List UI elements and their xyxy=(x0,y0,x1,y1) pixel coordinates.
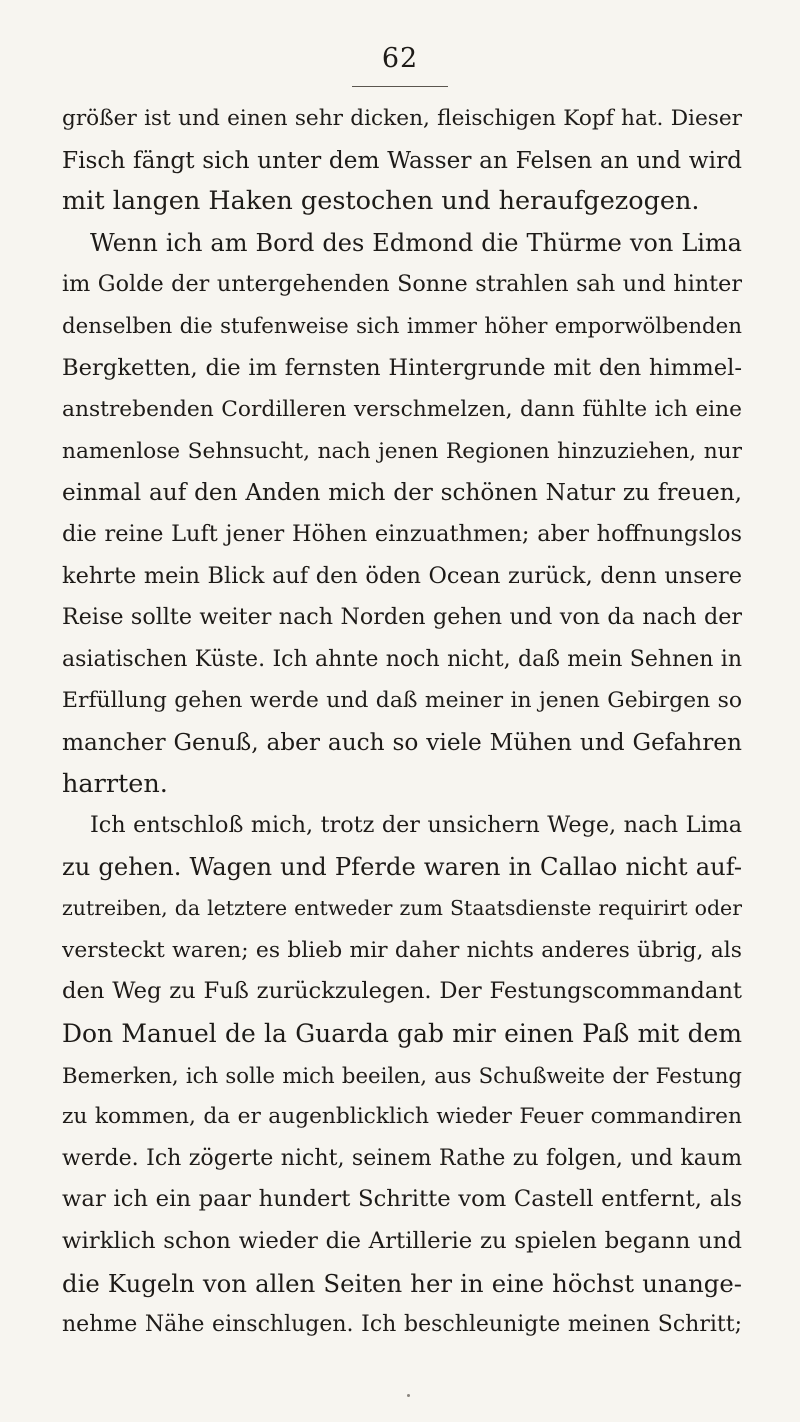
text-line: harrten. xyxy=(62,768,168,799)
text-line: namenlose Sehnsucht, nach jenen Regionen hinzuziehen, nur xyxy=(62,438,742,464)
text-line: asiatischen Küste. Ich ahnte noch nicht, daß mein Sehnen in xyxy=(62,646,742,672)
page-number: 62 xyxy=(381,43,419,74)
text-line: zu gehen. Wagen und Pferde waren in Callao nicht auf- xyxy=(62,852,742,881)
ink-speck xyxy=(407,1394,410,1397)
text-line: war ich ein paar hundert Schritte vom Castell entfernt, als xyxy=(62,1186,742,1213)
text-line: wirklich schon wieder die Artillerie zu spielen begann und xyxy=(62,1228,742,1255)
text-line: zutreiben, da letztere entweder zum Staatsdienste requirirt oder xyxy=(62,896,742,921)
text-line: die reine Luft jener Höhen einzuathmen; aber hoffnungslos xyxy=(62,520,742,547)
text-line: werde. Ich zögerte nicht, seinem Rathe zu folgen, und kaum xyxy=(62,1145,742,1171)
text-line: die Kugeln von allen Seiten her in eine höchst unange- xyxy=(62,1268,742,1298)
text-line: im Golde der untergehenden Sonne strahlen sah und hinter xyxy=(62,271,742,298)
text-line: Reise sollte weiter nach Norden gehen und von da nach der xyxy=(62,604,742,631)
text-line: Wenn ich am Bord des Edmond die Thürme von Lima xyxy=(90,228,742,257)
text-line: kehrte mein Blick auf den öden Ocean zurück, denn unsere xyxy=(62,562,742,589)
text-line: Bergketten, die im fernsten Hintergrunde mit den himmel- xyxy=(62,354,742,381)
text-line: größer ist und einen sehr dicken, fleischigen Kopf hat. Dieser xyxy=(62,106,742,131)
text-line: zu kommen, da er augenblicklich wieder Feuer commandiren xyxy=(62,1104,742,1130)
text-line: Erfüllung gehen werde und daß meiner in jenen Gebirgen so xyxy=(62,688,742,714)
text-line: den Weg zu Fuß zurückzulegen. Der Festungscommandant xyxy=(62,978,742,1005)
page-number-rule xyxy=(352,86,448,87)
text-line: anstrebenden Cordilleren verschmelzen, dann fühlte ich eine xyxy=(62,397,742,423)
text-line: einmal auf den Anden mich der schönen Natur zu freuen, xyxy=(62,479,742,507)
text-line: Bemerken, ich solle mich beeilen, aus Schußweite der Festung xyxy=(62,1062,742,1088)
body-text xyxy=(62,98,742,1346)
text-line: Don Manuel de la Guarda gab mir einen Paß mit dem xyxy=(62,1019,742,1049)
text-line: nehme Nähe einschlugen. Ich beschleunigte meinen Schritt; xyxy=(62,1312,742,1338)
text-line: Fisch fängt sich unter dem Wasser an Felsen an und wird xyxy=(62,146,742,174)
text-line: mit langen Haken gestochen und heraufgezogen. xyxy=(62,186,700,217)
text-line: mancher Genuß, aber auch so viele Mühen und Gefahren xyxy=(62,728,742,756)
text-line: denselben die stufenweise sich immer höher emporwölbenden xyxy=(62,313,742,339)
text-line: versteckt waren; es blieb mir daher nichts anderes übrig, als xyxy=(62,937,742,963)
text-line: Ich entschloß mich, trotz der unsichern Wege, nach Lima xyxy=(90,812,742,839)
